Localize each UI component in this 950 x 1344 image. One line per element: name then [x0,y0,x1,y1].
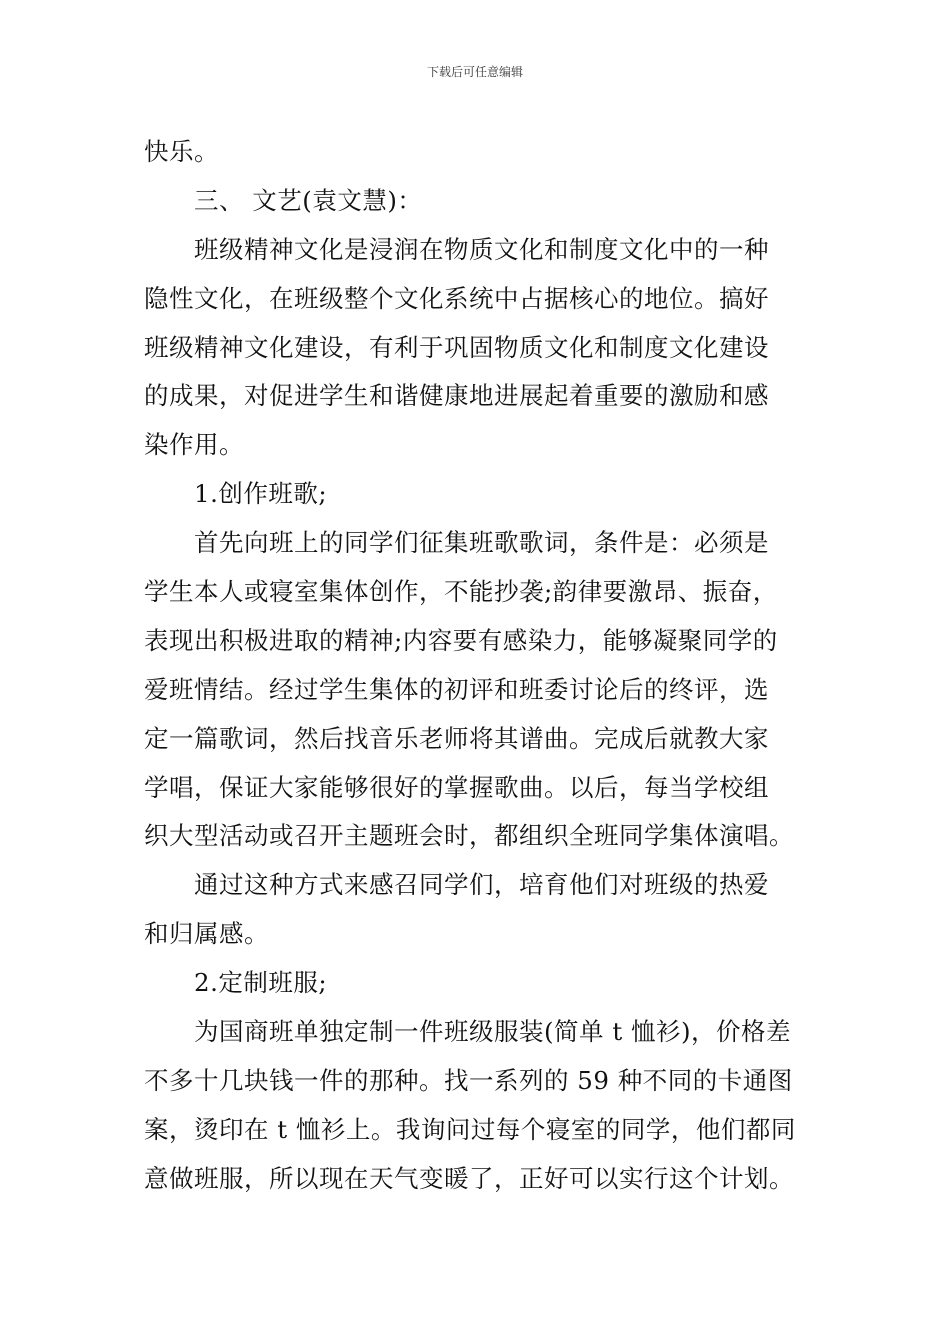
body-line: 定一篇歌词，然后找音乐老师将其谱曲。完成后就教大家 [144,723,769,753]
body-line: 意做班服，所以现在天气变暖了，正好可以实行这个计划。 [144,1163,794,1193]
body-line: 学唱，保证大家能够很好的掌握歌曲。以后，每当学校组 [144,772,769,802]
body-line: 爱班情结。经过学生集体的初评和班委讨论后的终评，选 [144,674,769,704]
body-line: 不多十几块钱一件的那种。找一系列的 59 种不同的卡通图 [144,1065,793,1095]
body-line: 为国商班单独定制一件班级服装(简单 t 恤衫)，价格差 [194,1017,792,1047]
body-line: 班级精神文化是浸润在物质文化和制度文化中的一种 [194,234,769,264]
body-line: 首先向班上的同学们征集班歌歌词，条件是：必须是 [194,528,769,558]
body-line: 班级精神文化建设，有利于巩固物质文化和制度文化建设 [144,332,769,362]
body-line: 织大型活动或召开主题班会时，都组织全班同学集体演唱。 [144,821,794,851]
body-line: 和归属感。 [144,919,269,949]
body-line: 案，烫印在 t 恤衫上。我询问过每个寝室的同学，他们都同 [144,1114,796,1144]
subsection-heading: 1.创作班歌; [194,479,328,509]
body-line: 染作用。 [144,430,244,460]
section-heading: 三、 文艺(袁文慧)： [194,185,423,215]
body-line: 表现出积极进取的精神;内容要有感染力，能够凝聚同学的 [144,625,778,655]
body-line: 快乐。 [144,137,219,166]
subsection-heading: 2.定制班服; [194,968,328,998]
body-line: 的成果，对促进学生和谐健康地进展起着重要的激励和感 [144,381,769,411]
page-header: 下载后可任意编辑 [426,65,523,79]
body-line: 通过这种方式来感召同学们，培育他们对班级的热爱 [194,870,769,900]
document-body [144,128,809,1204]
body-line: 学生本人或寝室集体创作，不能抄袭;韵律要激昂、振奋， [144,577,778,607]
body-line: 隐性文化，在班级整个文化系统中占据核心的地位。搞好 [144,283,769,313]
